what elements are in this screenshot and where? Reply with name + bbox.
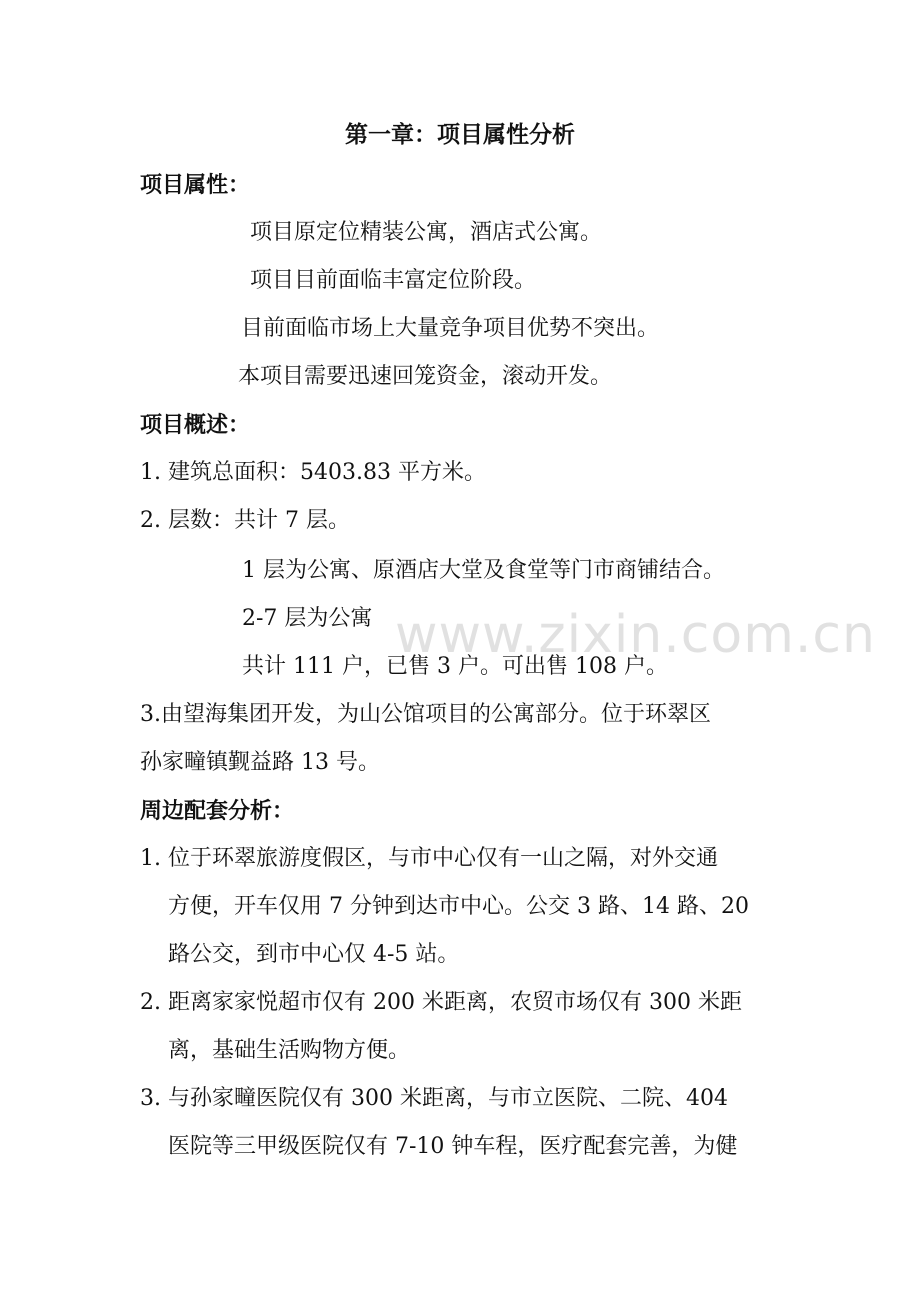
surroundings-item-1 xyxy=(140,844,718,874)
watermark: www.zixin.com.cn xyxy=(395,605,876,665)
attribute-line: 项目目前面临丰富定位阶段。 xyxy=(250,268,537,293)
overview-subline: 1 层为公寓、原酒店大堂及食堂等门市商铺结合。 xyxy=(242,558,725,583)
overview-item-text: 建筑总面积：5403.83 平方米。 xyxy=(168,460,486,485)
surroundings-item-text: 位于环翠旅游度假区，与市中心仅有一山之隔，对外交通 xyxy=(168,846,719,871)
list-number: 1. xyxy=(140,460,161,485)
surroundings-item-text: 距离家家悦超市仅有 200 米距离，农贸市场仅有 300 米距 xyxy=(168,990,742,1015)
list-number: 2. xyxy=(140,508,161,533)
overview-subline: 共计 111 户，已售 3 户。可出售 108 户。 xyxy=(242,654,668,679)
page-title: 第一章：项目属性分析 xyxy=(345,121,575,148)
section-heading-overview: 项目概述： xyxy=(140,412,251,438)
list-number: 3. xyxy=(140,1086,161,1111)
surroundings-continuation: 医院等三甲级医院仅有 7-10 钟车程，医疗配套完善，为健 xyxy=(168,1134,738,1159)
surroundings-item-text: 与孙家疃医院仅有 300 米距离，与市立医院、二院、404 xyxy=(168,1086,728,1111)
surroundings-item-2 xyxy=(140,988,742,1018)
overview-subline: 2-7 层为公寓 xyxy=(242,606,373,631)
attribute-line: 本项目需要迅速回笼资金，滚动开发。 xyxy=(238,364,613,389)
surroundings-continuation: 路公交，到市中心仅 4-5 站。 xyxy=(168,942,460,967)
surroundings-continuation: 离，基础生活购物方便。 xyxy=(168,1038,411,1063)
overview-item-1 xyxy=(140,458,486,488)
list-number: 2. xyxy=(140,990,161,1015)
overview-item-3-line1: 3.由望海集团开发，为山公馆项目的公寓部分。位于环翠区 xyxy=(140,702,711,727)
section-heading-surroundings: 周边配套分析： xyxy=(140,798,295,824)
overview-item-2 xyxy=(140,506,350,536)
attribute-line: 目前面临市场上大量竞争项目优势不突出。 xyxy=(241,316,660,341)
overview-item-text: 层数：共计 7 层。 xyxy=(168,508,350,533)
surroundings-item-3 xyxy=(140,1084,728,1114)
surroundings-continuation: 方便，开车仅用 7 分钟到达市中心。公交 3 路、14 路、20 xyxy=(168,894,749,919)
section-heading-attributes: 项目属性： xyxy=(140,172,251,198)
attribute-line: 项目原定位精装公寓，酒店式公寓。 xyxy=(250,220,603,245)
overview-item-3-line2: 孙家疃镇觐益路 13 号。 xyxy=(140,750,380,775)
list-number: 1. xyxy=(140,846,161,871)
